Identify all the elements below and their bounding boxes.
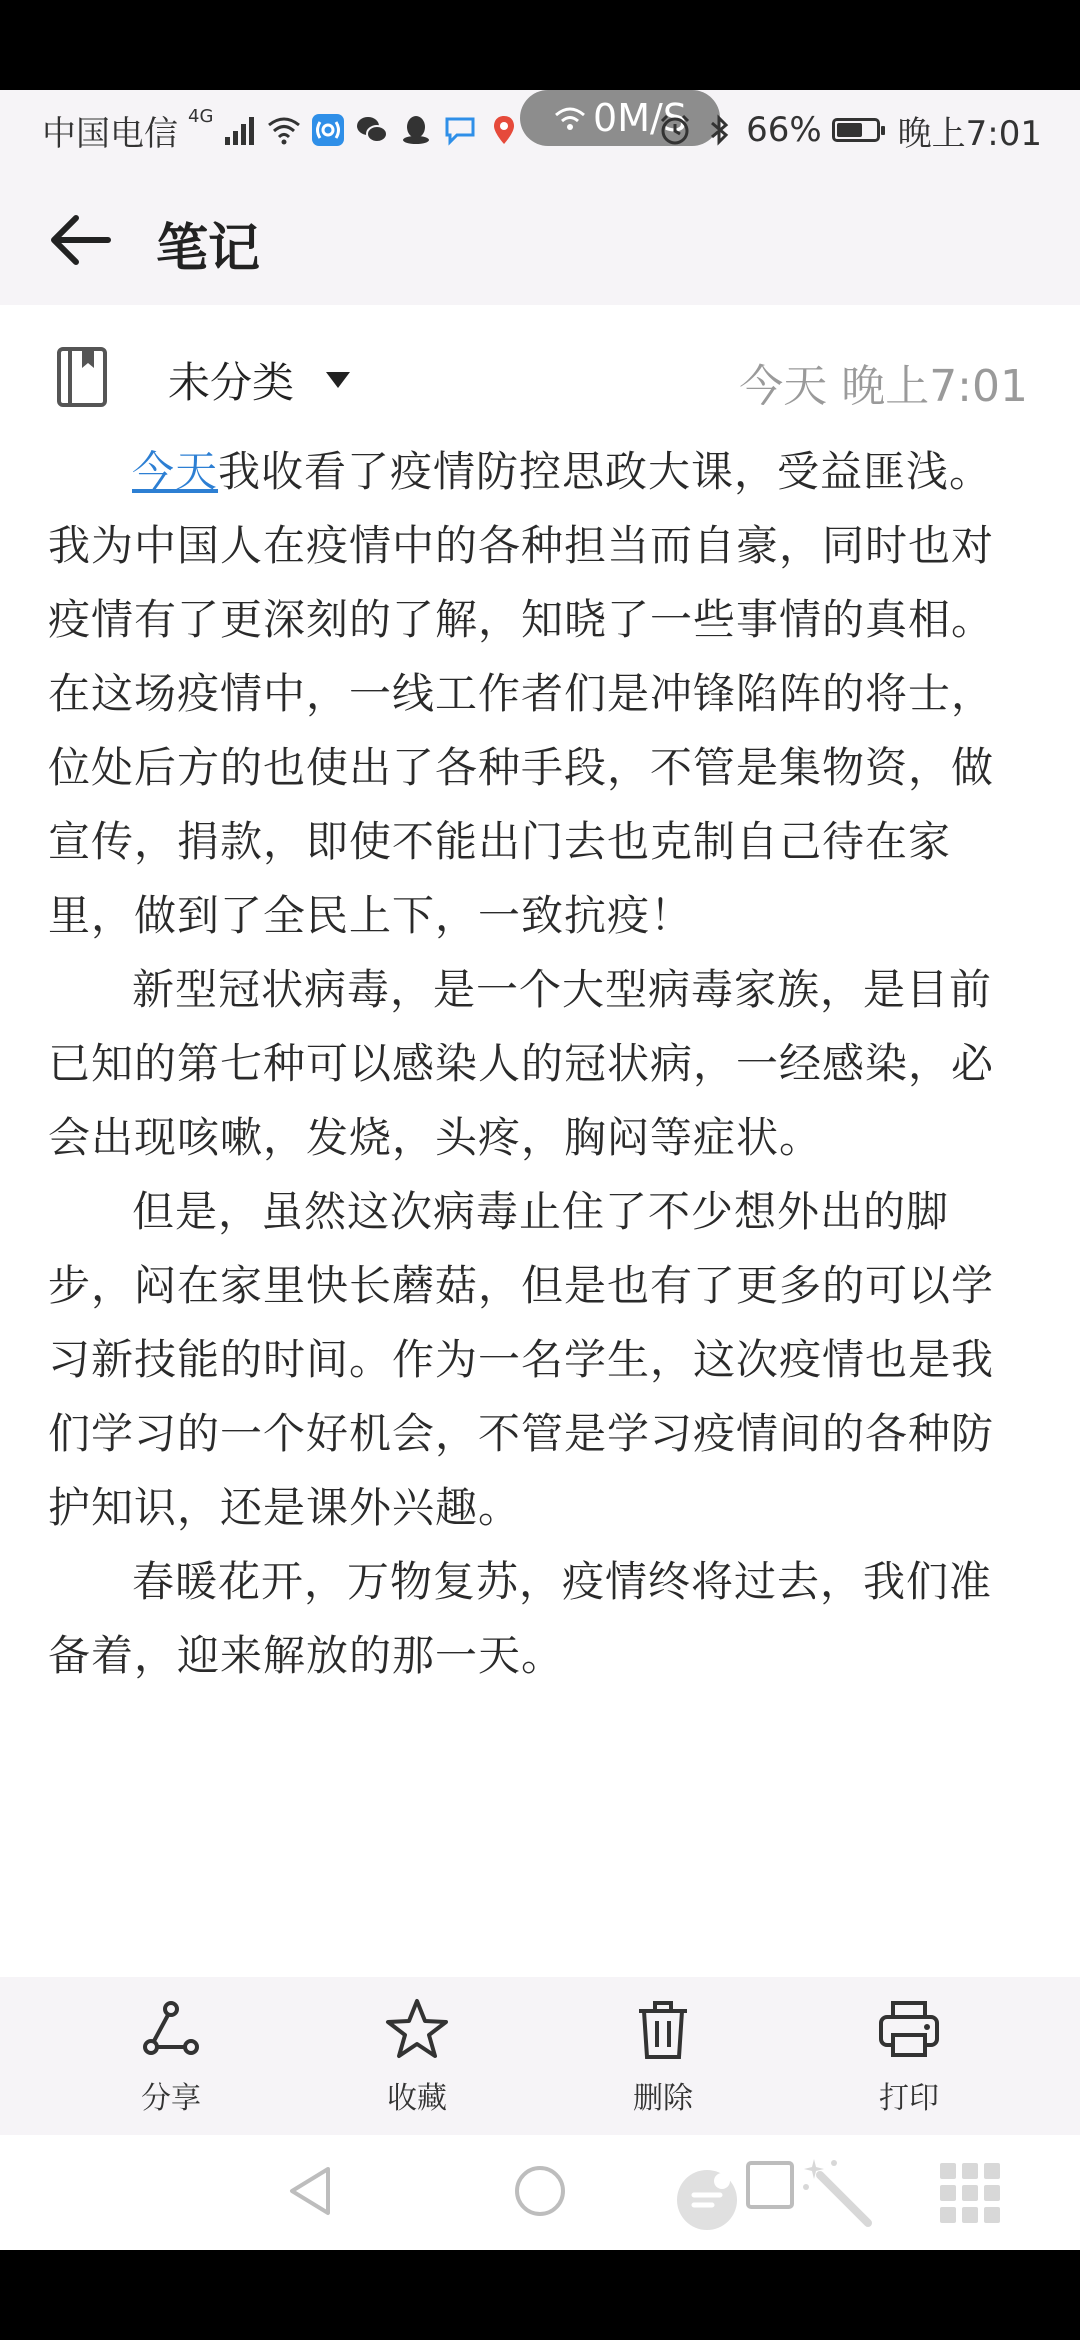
status-bar [0, 90, 1080, 170]
phone-screen [0, 90, 1080, 2250]
signal-icon [223, 113, 257, 147]
note-meta-row [0, 328, 1080, 428]
delete-button[interactable] [593, 1997, 733, 2127]
system-navbar [0, 2135, 1080, 2250]
clock: 晚上7:01 [897, 113, 1042, 154]
message-icon [443, 113, 477, 147]
category-selector[interactable] [168, 350, 352, 410]
nav-home-icon[interactable] [512, 2163, 568, 2219]
share-button[interactable] [101, 1997, 241, 2127]
share-icon [139, 1997, 203, 2061]
caret-down-icon [324, 370, 352, 390]
note-paragraph [48, 435, 1008, 953]
battery-percent: 66% [746, 110, 822, 150]
back-arrow-icon[interactable] [46, 210, 116, 270]
wechat-icon [355, 113, 389, 147]
note-paragraph: 新型冠状病毒，是一个大型病毒家族，是目前已知的第七种可以感染人的冠状病，一经感染，必会出现咳嗽，发烧，头疼，胸闷等症状。 [48, 965, 995, 1162]
top-bezel [0, 0, 1080, 90]
trash-icon [631, 1997, 695, 2061]
magic-wand-icon[interactable] [800, 2155, 880, 2235]
status-right [658, 108, 1042, 152]
battery-icon [832, 118, 880, 142]
location-icon [487, 113, 521, 147]
page-title: 笔记 [156, 219, 261, 279]
grid-apps-icon[interactable] [938, 2161, 1002, 2225]
network-type: 4G [188, 106, 214, 127]
status-left [42, 108, 521, 152]
notebook-icon [56, 346, 108, 408]
share-label: 分享 [141, 2081, 201, 2116]
bottom-bezel [0, 2250, 1080, 2340]
note-paragraph: 但是，虽然这次病毒止住了不少想外出的脚步，闷在家里快长蘑菇，但是也有了更多的可以学习新技能的时间。作为一名学生，这次疫情也是我们学习的一个好机会，不管是学习疫情间的各种防护知识，还是课外兴趣。 [48, 1187, 995, 1532]
wifi-icon [267, 113, 301, 147]
nav-back-icon[interactable] [282, 2163, 338, 2219]
print-button[interactable] [839, 1997, 979, 2127]
print-label: 打印 [879, 2081, 939, 2116]
wifi-speed-icon [553, 103, 587, 133]
bluetooth-icon [702, 113, 736, 147]
app-header [0, 170, 1080, 305]
printer-icon [877, 1997, 941, 2061]
favorite-label: 收藏 [387, 2081, 447, 2116]
note-body[interactable] [48, 435, 1008, 1693]
network-speed: 0M/S [593, 96, 687, 140]
carrier-label: 中国电信 [42, 113, 178, 154]
note-paragraph: 春暖花开，万物复苏，疫情终将过去，我们准备着，迎来解放的那一天。 [48, 1557, 993, 1680]
favorite-button[interactable] [347, 1997, 487, 2127]
battery-fill [837, 123, 862, 137]
note-timestamp: 今天 晚上7:01 [739, 361, 1028, 412]
nav-recents-icon[interactable] [742, 2157, 798, 2213]
bottom-toolbar [0, 1977, 1080, 2135]
floating-chat-icon[interactable] [672, 2165, 742, 2235]
hotspot-app-icon [311, 113, 345, 147]
qq-icon [399, 113, 433, 147]
delete-label: 删除 [633, 2081, 693, 2116]
alarm-icon [658, 113, 692, 147]
star-icon [385, 1997, 449, 2061]
paragraph-text: 我收看了疫情防控思政大课，受益匪浅。我为中国人在疫情中的各种担当而自豪，同时也对疫情有了更深刻的了解，知晓了一些事情的真相。在这场疫情中，一线工作者们是冲锋陷阵的将士，位处后方的也使出了各种手段，不管是集物资，做宣传，捐款，即使不能出门去也克制自己待在家里，做到了全民上下，一致抗疫！ [48, 447, 995, 940]
category-label: 未分类 [168, 358, 295, 407]
date-link[interactable]: 今天 [132, 447, 219, 496]
